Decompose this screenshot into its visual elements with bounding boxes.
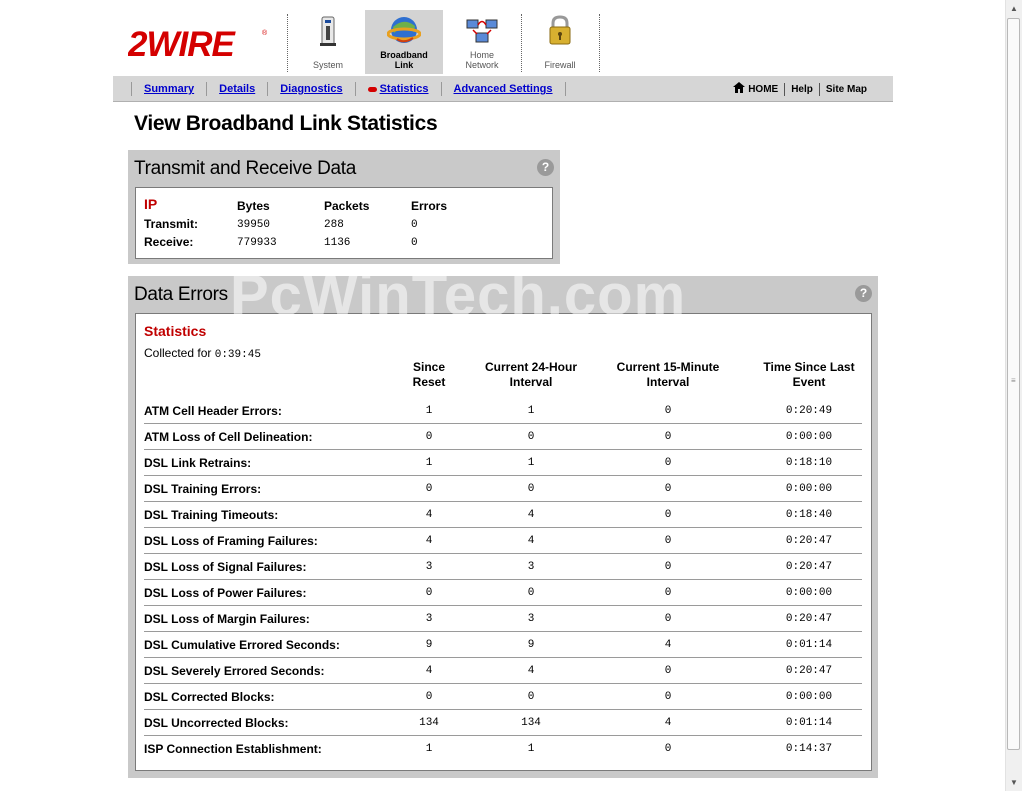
col-24-hour-header: Current 24-Hour Interval	[484, 360, 577, 389]
subnav-advanced-settings-link[interactable]: Advanced Settings	[441, 82, 566, 96]
system-icon	[311, 14, 345, 48]
scroll-up-arrow-icon[interactable]: ▲	[1010, 4, 1018, 13]
home-network-icon	[465, 14, 499, 48]
home-icon	[733, 82, 745, 93]
table-row: DSL Training Timeouts: 4 4 0 0:18:40	[144, 502, 862, 528]
svg-text:®: ®	[262, 30, 268, 37]
statistics-heading: Statistics	[144, 323, 207, 339]
tab-broadband-link[interactable]	[365, 10, 443, 74]
tab-home-network-label-2: Network	[465, 60, 499, 70]
col-bytes-header: Bytes	[237, 199, 270, 213]
scrollbar-thumb[interactable]: ≡	[1007, 18, 1020, 750]
data-errors-table	[144, 360, 862, 761]
data-errors-title: Data Errors	[134, 284, 228, 305]
help-link[interactable]: Help	[784, 83, 819, 96]
table-row: DSL Uncorrected Blocks: 134 134 4 0:01:14	[144, 710, 862, 736]
help-icon[interactable]: ?	[855, 285, 872, 302]
tab-home-network-label-1: Home	[469, 50, 494, 60]
tab-broadband-label-1: Broadband	[380, 50, 428, 60]
transmit-errors: 0	[411, 219, 418, 231]
table-row: DSL Link Retrains: 1 1 0 0:18:10	[144, 450, 862, 476]
table-row: DSL Training Errors: 0 0 0 0:00:00	[144, 476, 862, 502]
subnav-statistics-label: Statistics	[379, 83, 429, 95]
collected-for	[144, 346, 261, 361]
active-indicator-icon	[368, 87, 377, 92]
scroll-down-arrow-icon[interactable]: ▼	[1010, 778, 1018, 787]
sub-navigation-bar	[113, 76, 893, 102]
table-row: DSL Corrected Blocks: 0 0 0 0:00:00	[144, 684, 862, 710]
logo-text: 2WIRE	[128, 25, 234, 61]
table-row: DSL Loss of Power Failures: 0 0 0 0:00:00	[144, 580, 862, 606]
tab-firewall[interactable]	[521, 10, 599, 74]
col-since-reset-header: Since Reset	[412, 360, 446, 389]
table-row: DSL Loss of Margin Failures: 3 3 0 0:20:47	[144, 606, 862, 632]
table-row: ATM Cell Header Errors: 1 1 0 0:20:49	[144, 398, 862, 424]
subnav-details-link[interactable]: Details	[206, 82, 267, 96]
transmit-receive-panel	[128, 150, 560, 264]
transmit-packets: 288	[324, 219, 344, 231]
transmit-label: Transmit:	[144, 217, 199, 231]
tab-system[interactable]	[289, 10, 367, 74]
receive-errors: 0	[411, 237, 418, 249]
subnav-diagnostics-link[interactable]: Diagnostics	[267, 82, 354, 96]
site-map-link[interactable]: Site Map	[819, 83, 873, 96]
table-row: ATM Loss of Cell Delineation: 0 0 0 0:00:00	[144, 424, 862, 450]
subnav-statistics-link[interactable]	[355, 82, 441, 96]
receive-packets: 1136	[324, 237, 351, 249]
data-errors-panel	[128, 276, 878, 778]
home-link-label: HOME	[748, 84, 779, 95]
tab-broadband-label-2: Link	[394, 60, 414, 70]
data-errors-box	[135, 313, 872, 771]
transmit-receive-title: Transmit and Receive Data	[134, 158, 357, 179]
collected-for-value: 0:39:45	[214, 349, 261, 361]
subnav-summary-link[interactable]: Summary	[131, 82, 206, 96]
tab-system-label: System	[312, 60, 343, 70]
collected-for-label: Collected for	[144, 346, 212, 360]
home-link[interactable]	[727, 82, 784, 96]
tab-firewall-label: Firewall	[544, 60, 576, 70]
col-15-minute-header: Current 15-Minute Interval	[616, 360, 720, 389]
page-title: View Broadband Link Statistics	[134, 112, 438, 135]
receive-bytes: 779933	[237, 237, 277, 249]
padlock-icon	[543, 14, 577, 48]
table-row: DSL Severely Errored Seconds: 4 4 0 0:20:47	[144, 658, 862, 684]
table-row: DSL Loss of Signal Failures: 3 3 0 0:20:47	[144, 554, 862, 580]
col-time-since-last-header: Time Since Last Event	[763, 360, 855, 389]
ip-section-heading: IP	[144, 196, 158, 212]
vertical-scrollbar[interactable]	[1005, 0, 1022, 791]
transmit-bytes: 39950	[237, 219, 271, 231]
col-packets-header: Packets	[324, 199, 370, 213]
table-row: DSL Cumulative Errored Seconds: 9 9 4 0:01:14	[144, 632, 862, 658]
table-row: DSL Loss of Framing Failures: 4 4 0 0:20:47	[144, 528, 862, 554]
2wire-logo	[128, 25, 268, 61]
col-errors-header: Errors	[411, 199, 448, 213]
watermark: PcWinTech.com	[230, 263, 687, 328]
table-row: ISP Connection Establishment: 1 1 0 0:14:37	[144, 741, 833, 756]
broadband-globe-icon	[387, 14, 421, 48]
transmit-receive-box	[135, 187, 553, 259]
receive-label: Receive:	[144, 235, 194, 249]
tab-home-network[interactable]	[443, 10, 521, 74]
help-icon[interactable]: ?	[537, 159, 554, 176]
